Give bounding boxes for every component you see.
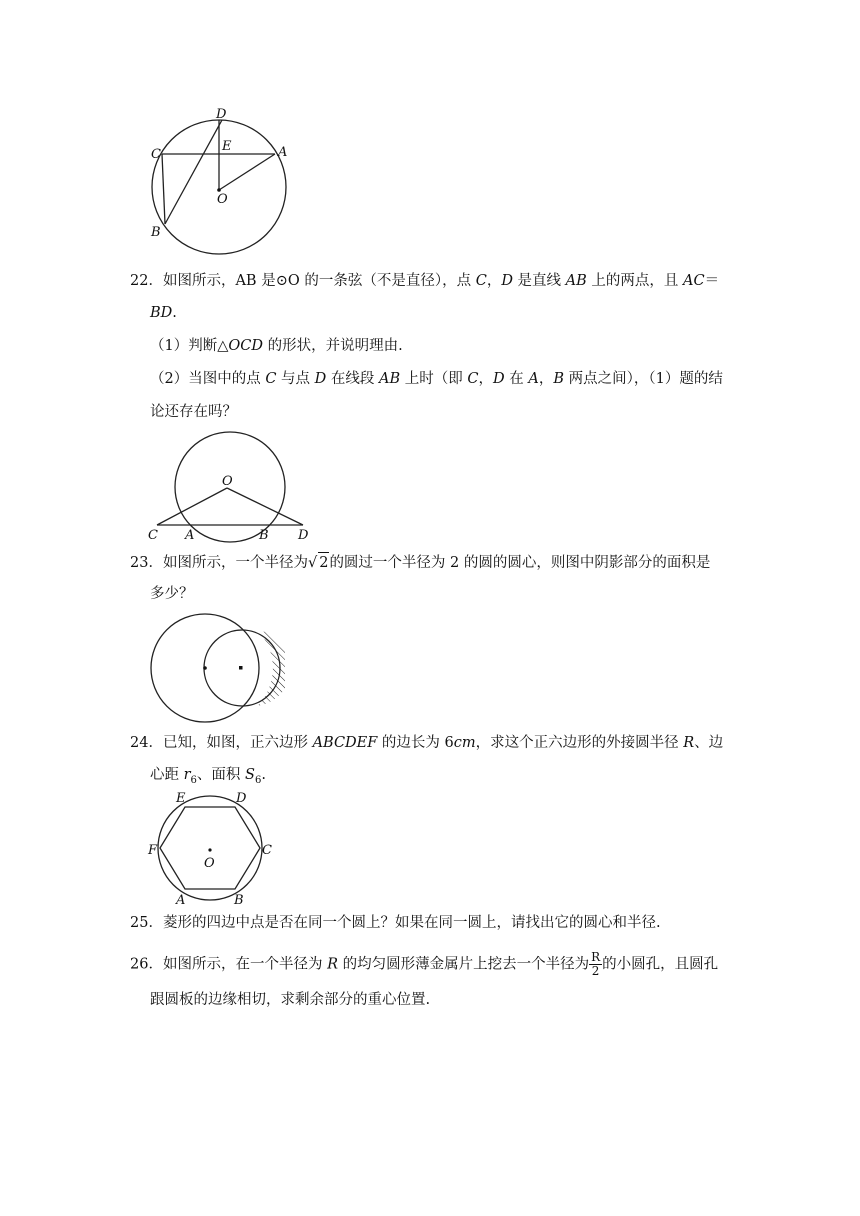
- q23-number: 23．: [130, 555, 163, 571]
- q25-line1: 25．菱形的四边中点是否在同一个圆上？如果在同一圆上，请找出它的圆心和半径.: [130, 915, 661, 931]
- label-d: D: [216, 108, 227, 122]
- label-b: B: [234, 893, 244, 906]
- center-small: [239, 666, 243, 670]
- hexagon-abcdef: [160, 807, 260, 889]
- q22-number: 22．: [130, 273, 163, 289]
- q24-line2: 心距 $r_6$、面积 $S_6$.: [150, 767, 266, 786]
- label-o: O: [217, 192, 228, 207]
- label-a: A: [278, 145, 288, 160]
- label-f: F: [148, 843, 158, 858]
- q22-sub2-cont: 论还存在吗？: [150, 404, 237, 420]
- label-e: E: [222, 139, 232, 154]
- q26-number: 26．: [130, 956, 163, 973]
- shaded-region: [258, 630, 285, 705]
- label-d: D: [298, 528, 309, 543]
- figure-circle-chord-cd: [145, 108, 295, 258]
- q23-line1: 23．如图所示，一个半径为√ 2的圆过一个半径为 2 的圆的圆心，则图中阴影部分的面积是: [130, 552, 710, 573]
- q24-number: 24．: [130, 735, 163, 751]
- q22-line1: 22．如图所示，AB 是⊙O 的一条弦（不是直径），点 C，D 是直线 AB 上的两点，且 AC＝: [130, 273, 720, 289]
- label-b: B: [259, 528, 269, 543]
- label-o: O: [204, 856, 215, 871]
- q26-line2: 跟圆板的边缘相切，求剩余部分的重心位置.: [150, 992, 431, 1008]
- fraction-r-over-2: $\frac{R}{2}$: [591, 950, 601, 978]
- label-o: O: [222, 474, 233, 489]
- segment-db: [165, 120, 222, 224]
- sqrt-symbol: √ 2: [308, 552, 329, 573]
- center-big: [203, 666, 207, 670]
- label-c: C: [262, 843, 272, 858]
- segment-oc: [157, 488, 227, 525]
- figure-two-circles-shaded: [145, 612, 285, 724]
- center-o: [208, 848, 211, 851]
- figure-triangle-ocd: [145, 428, 320, 543]
- label-c: C: [151, 147, 161, 162]
- q25-number: 25．: [130, 915, 163, 931]
- segment-od: [227, 488, 303, 525]
- label-d: D: [236, 791, 247, 806]
- q22-sub1: （1）判断△OCD 的形状，并说明理由.: [150, 338, 403, 354]
- q26-line1: 26．如图所示，在一个半径为 R 的均匀圆形薄金属片上挖去一个半径为 $\frac{R}{2}$ 的小圆孔，且圆孔: [130, 950, 719, 978]
- label-a: A: [176, 893, 186, 906]
- label-c: C: [148, 528, 158, 543]
- segment-oa: [219, 154, 275, 190]
- circumcircle: [158, 796, 262, 900]
- label-b: B: [151, 225, 161, 240]
- label-e: E: [176, 791, 186, 806]
- figure-hexagon: [145, 788, 280, 906]
- segment-cb: [162, 154, 165, 224]
- q22-line2: BD.: [150, 305, 177, 321]
- q24-line1: 24．已知，如图，正六边形 ABCDEF 的边长为 6cm，求这个正六边形的外接圆半径 R、边: [130, 735, 724, 751]
- label-a: A: [185, 528, 195, 543]
- q22-sub2: （2）当图中的点 C 与点 D 在线段 AB 上时（即 C，D 在 A，B 两点之间），（1）题的结: [150, 371, 723, 387]
- q23-line2: 多少？: [150, 586, 194, 602]
